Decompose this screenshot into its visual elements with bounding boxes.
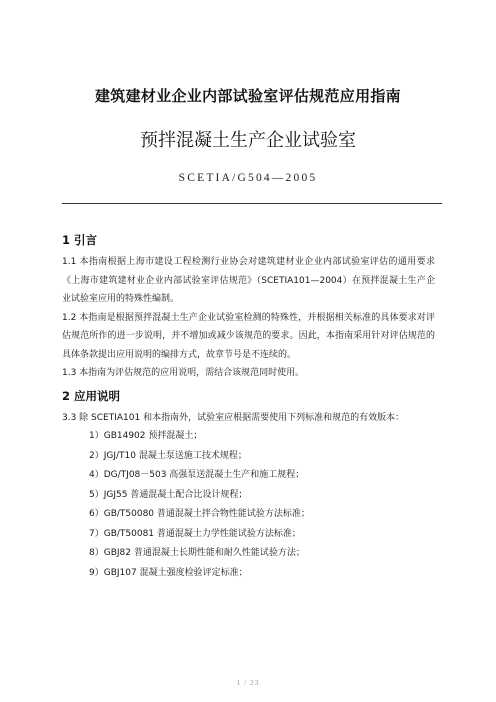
list-item: 5）JGJ55 普通混凝土配合比设计规程； [89,489,248,500]
list-item: 4）DG/TJ08－503 高强泵送混凝土生产和施工规程； [89,470,305,480]
list-item: 8）GBJ82 普通混凝土长期性能和耐久性能试验方法； [89,548,305,558]
standards-list [62,427,435,583]
list-item: 1）GB14902 预拌混凝土； [89,431,203,441]
document-code: SCETIA/G504—2005 [178,172,318,184]
header-divider [62,203,442,204]
sub-title: 预拌混凝土生产企业试验室 [140,130,356,151]
paragraph-1-1: 1.1 本指南根据上海市建设工程检测行业协会对建筑建材业企业内部试验室评估的通用要求《上海市建筑建材业企业内部试验室评估规范》（SCETIA101—2004）在预拌混凝土生产企业试验室应用的特殊性编制。 [62,257,435,304]
section-heading-application-notes: 2 应用说明 [62,388,121,403]
list-item: 9）GBJ107 混凝土强度检验评定标准； [89,567,248,578]
main-title: 建筑建材业企业内部试验室评估规范应用指南 [94,87,401,105]
paragraph-1-2: 1.2 本指南是根据预拌混凝土生产企业试验室检测的特殊性，并根据相关标准的具体要求对评估规范所作的进一步说明，并不增加或减少该规范的要求。因此，本指南采用针对评估规范的具体条款提出应用说明的编排方式，故章节号是不连续的。 [62,312,435,360]
paragraph-1-3: 1.3 本指南为评估规范的应用说明，需结合该规范同时使用。 [62,368,305,378]
list-item: 2）JGJ/T10 混凝土泵送施工技术规程； [89,450,247,461]
list-item: 7）GB/T50081 普通混凝土力学性能试验方法标准； [89,528,301,539]
paragraph-3-3: 3.3 除 SCETIA101 和本指南外，试验室应根据需要使用下列标准和规范的有效版本： [62,412,405,423]
page-indicator: 1 / 23 [236,678,260,687]
list-item: 6）GB/T50080 普通混凝土拌合物性能试验方法标准； [89,509,310,519]
document-body [62,232,435,583]
section-heading-introduction: 1 引言 [62,233,98,247]
